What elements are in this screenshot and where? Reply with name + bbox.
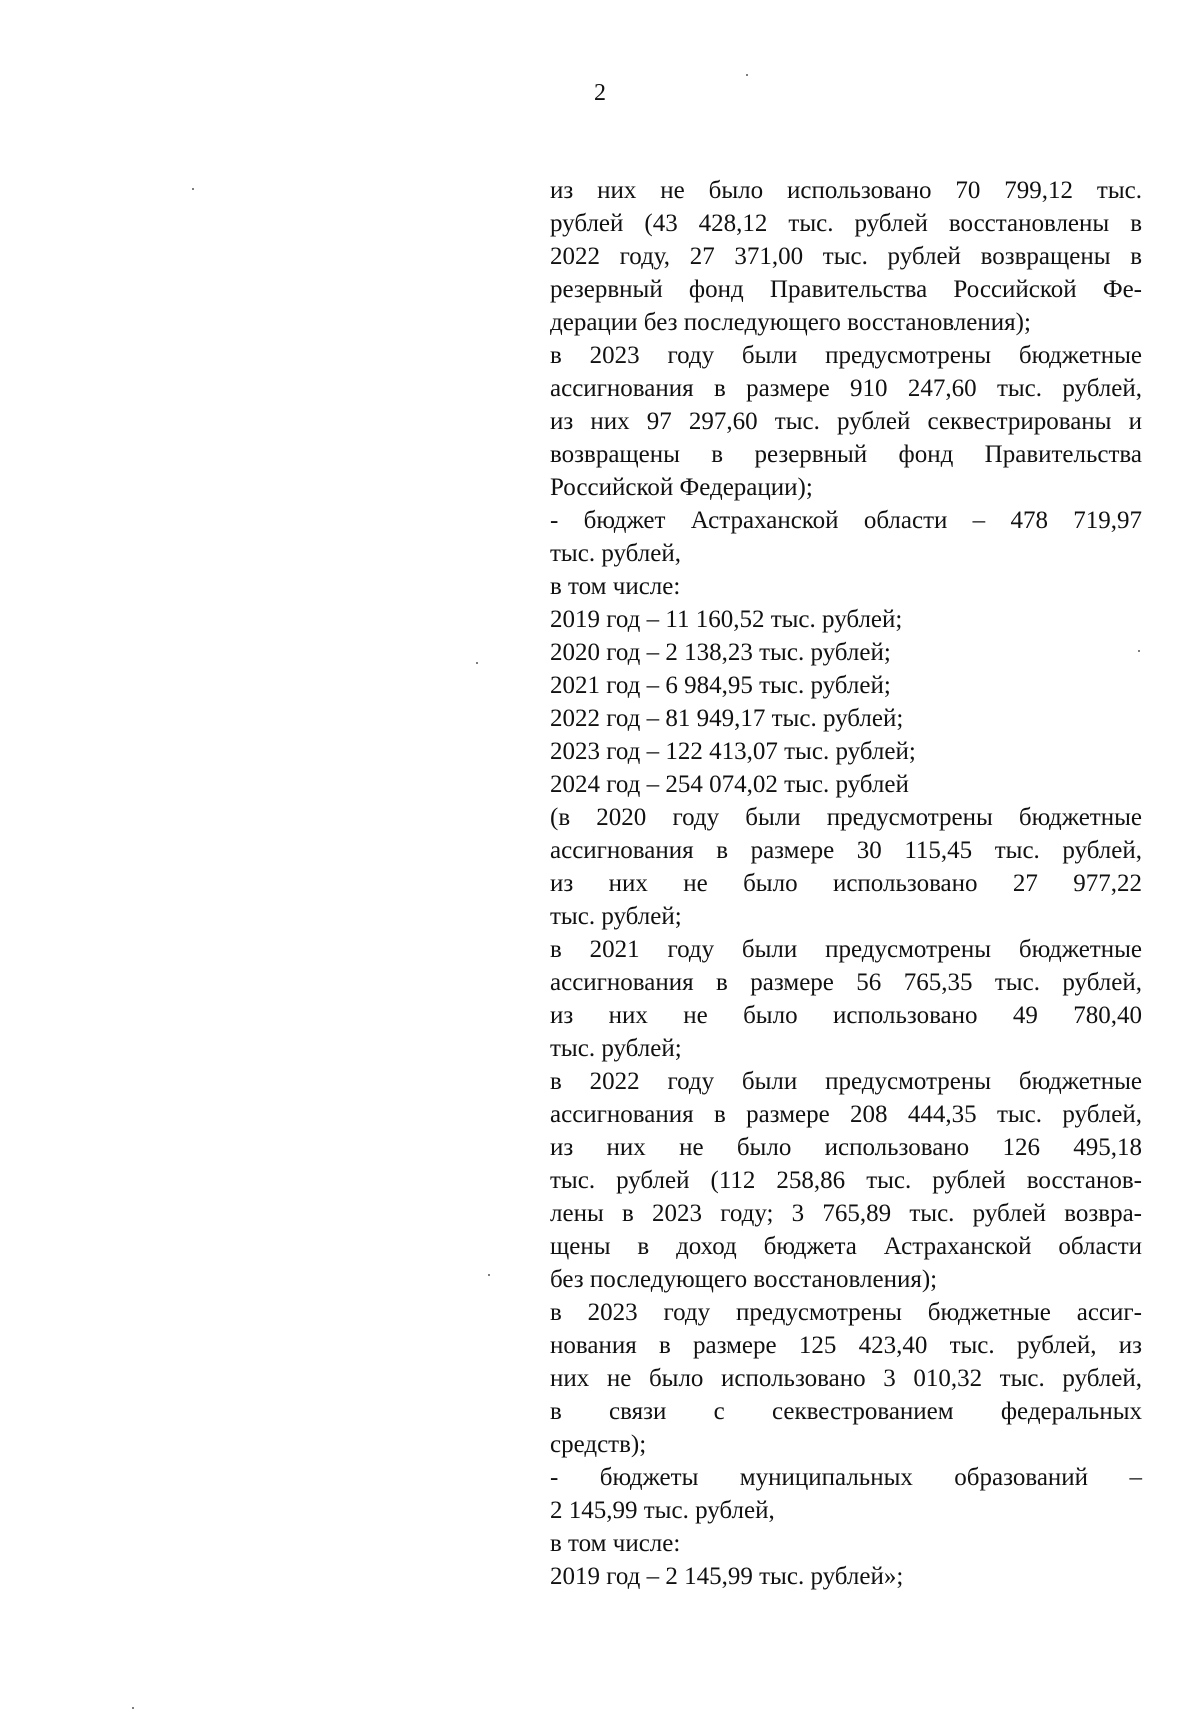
text-line: в 2021 году были предусмотрены бюджетные — [550, 936, 1142, 963]
text-line: 2020 год – 2 138,23 тыс. рублей; — [550, 639, 891, 666]
text-line: в том числе: — [550, 573, 681, 600]
text-line: из них 97 297,60 тыс. рублей секвестрированы и — [550, 408, 1142, 435]
text-line: из них не было использовано 70 799,12 тыс. — [550, 177, 1142, 204]
scan-speck — [1138, 650, 1140, 652]
text-line: из них не было использовано 49 780,40 — [550, 1002, 1142, 1029]
text-line: в том числе: — [550, 1530, 681, 1557]
text-line: резервный фонд Правительства Российской Фе- — [550, 276, 1142, 303]
scan-speck — [488, 1274, 490, 1276]
text-line: дерации без последующего восстановления); — [550, 309, 1031, 336]
text-line: 2 145,99 тыс. рублей, — [550, 1497, 775, 1524]
text-line: в связи с секвестрованием федеральных — [550, 1398, 1142, 1425]
text-line: возвращены в резервный фонд Правительства — [550, 441, 1142, 468]
text-line: Российской Федерации); — [550, 474, 813, 501]
text-line: 2022 году, 27 371,00 тыс. рублей возвращены в — [550, 243, 1142, 270]
text-line: ассигнования в размере 30 115,45 тыс. рублей, — [550, 837, 1142, 864]
text-line: 2023 год – 122 413,07 тыс. рублей; — [550, 738, 916, 765]
text-line: 2021 год – 6 984,95 тыс. рублей; — [550, 672, 891, 699]
scan-speck — [476, 662, 478, 664]
text-line: тыс. рублей (112 258,86 тыс. рублей восстанов- — [550, 1167, 1142, 1194]
text-line: (в 2020 году были предусмотрены бюджетные — [550, 804, 1142, 831]
text-line: рублей (43 428,12 тыс. рублей восстановлены в — [550, 210, 1142, 237]
scan-speck — [746, 74, 748, 76]
text-line: тыс. рублей; — [550, 1035, 682, 1062]
text-line: щены в доход бюджета Астраханской области — [550, 1233, 1142, 1260]
text-line: ассигнования в размере 910 247,60 тыс. рублей, — [550, 375, 1142, 402]
text-line: из них не было использовано 27 977,22 — [550, 870, 1142, 897]
text-line: ассигнования в размере 208 444,35 тыс. рублей, — [550, 1101, 1142, 1128]
text-line: - бюджеты муниципальных образований – — [550, 1464, 1142, 1491]
scan-speck — [132, 1707, 134, 1709]
text-line: 2019 год – 2 145,99 тыс. рублей»; — [550, 1563, 904, 1590]
text-line: них не было использовано 3 010,32 тыс. рублей, — [550, 1365, 1142, 1392]
text-line: лены в 2023 году; 3 765,89 тыс. рублей возвра- — [550, 1200, 1142, 1227]
page-number: 2 — [594, 80, 606, 106]
text-line: в 2023 году предусмотрены бюджетные ассиг- — [550, 1299, 1142, 1326]
text-line: средств); — [550, 1431, 647, 1458]
text-line: 2019 год – 11 160,52 тыс. рублей; — [550, 606, 903, 633]
scan-speck — [192, 188, 194, 190]
text-line: из них не было использовано 126 495,18 — [550, 1134, 1142, 1161]
text-line: нования в размере 125 423,40 тыс. рублей, из — [550, 1332, 1142, 1359]
text-line: в 2023 году были предусмотрены бюджетные — [550, 342, 1142, 369]
text-line: ассигнования в размере 56 765,35 тыс. рублей, — [550, 969, 1142, 996]
document-text-column — [550, 174, 1142, 1593]
text-line: 2024 год – 254 074,02 тыс. рублей — [550, 771, 909, 798]
text-line: - бюджет Астраханской области – 478 719,97 — [550, 507, 1142, 534]
text-line: в 2022 году были предусмотрены бюджетные — [550, 1068, 1142, 1095]
text-line: тыс. рублей; — [550, 903, 682, 930]
text-line: тыс. рублей, — [550, 540, 681, 567]
text-line: 2022 год – 81 949,17 тыс. рублей; — [550, 705, 904, 732]
text-line: без последующего восстановления); — [550, 1266, 938, 1293]
